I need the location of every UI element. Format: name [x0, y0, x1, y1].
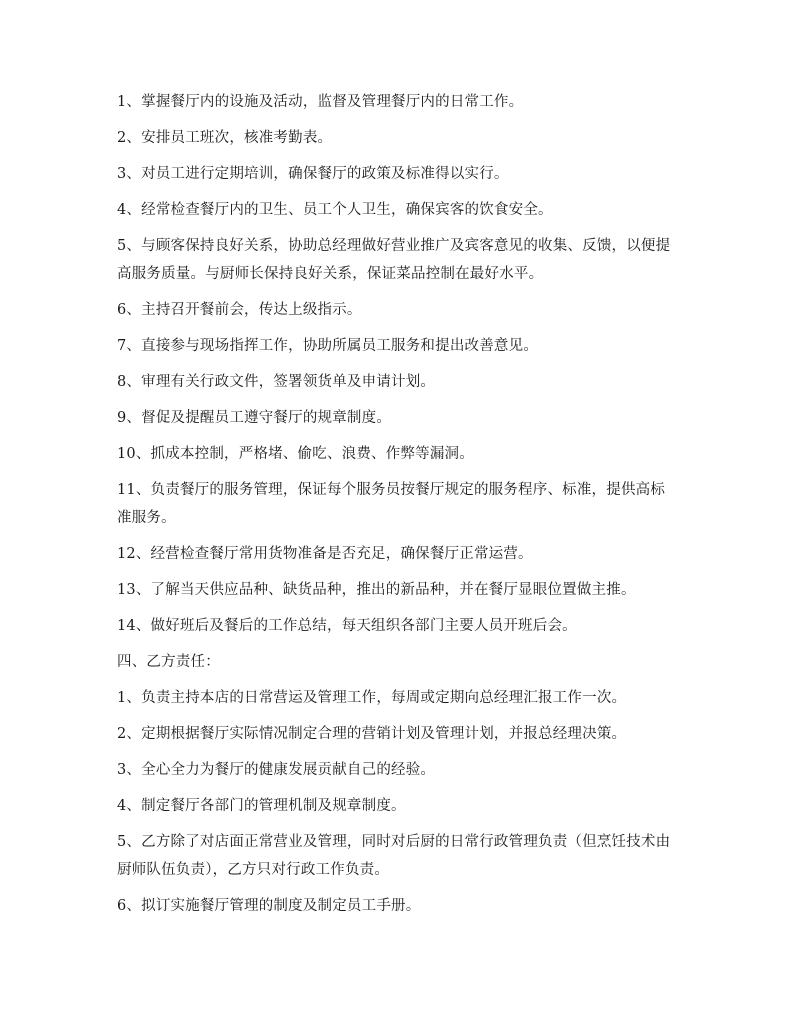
paragraph-party-b-5: 5、乙方除了对店面正常营业及管理，同时对后厨的日常行政管理负责（但烹饪技术由厨师队伍负责），乙方只对行政工作负责。 [117, 834, 671, 878]
paragraph-duty-4: 4、经常检查餐厅内的卫生、员工个人卫生，确保宾客的饮食安全。 [117, 202, 553, 218]
section-heading-party-b: 四、乙方责任： [117, 654, 220, 670]
paragraph-duty-6: 6、主持召开餐前会，传达上级指示。 [117, 302, 362, 318]
paragraph-party-b-1: 1、负责主持本店的日常营运及管理工作，每周或定期向总经理汇报工作一次。 [117, 690, 627, 706]
paragraph-duty-14: 14、做好班后及餐后的工作总结，每天组织各部门主要人员开班后会。 [117, 618, 577, 634]
paragraph-party-b-4: 4、制定餐厅各部门的管理机制及规章制度。 [117, 798, 406, 814]
paragraph-duty-11: 11、负责餐厅的服务管理，保证每个服务员按餐厅规定的服务程序、标准，提供高标准服务。 [117, 482, 666, 526]
paragraph-duty-1: 1、掌握餐厅内的设施及活动，监督及管理餐厅内的日常工作。 [117, 94, 524, 110]
paragraph-duty-9: 9、督促及提醒员工遵守餐厅的规章制度。 [117, 410, 392, 426]
paragraph-party-b-3: 3、全心全力为餐厅的健康发展贡献自己的经验。 [117, 762, 436, 778]
paragraph-duty-13: 13、了解当天供应品种、缺货品种，推出的新品种，并在餐厅显眼位置做主推。 [117, 582, 636, 598]
paragraph-duty-3: 3、对员工进行定期培训，确保餐厅的政策及标准得以实行。 [117, 166, 509, 182]
paragraph-duty-10: 10、抓成本控制，严格堵、偷吃、浪费、作弊等漏洞。 [117, 446, 474, 462]
paragraph-duty-8: 8、审理有关行政文件，签署领货单及申请计划。 [117, 374, 436, 390]
document-body [117, 88, 679, 928]
paragraph-duty-12: 12、经营检查餐厅常用货物准备是否充足，确保餐厅正常运营。 [117, 546, 533, 562]
paragraph-duty-2: 2、安排员工班次，核准考勤表。 [117, 130, 333, 146]
paragraph-duty-7: 7、直接参与现场指挥工作，协助所属员工服务和提出改善意见。 [117, 338, 539, 354]
paragraph-party-b-6: 6、拟订实施餐厅管理的制度及制定员工手册。 [117, 898, 421, 914]
paragraph-party-b-2: 2、定期根据餐厅实际情况制定合理的营销计划及管理计划，并报总经理决策。 [117, 726, 627, 742]
paragraph-duty-5: 5、与顾客保持良好关系，协助总经理做好营业推广及宾客意见的收集、反馈，以便提高服务质量。与厨师长保持良好关系，保证菜品控制在最好水平。 [117, 238, 671, 282]
